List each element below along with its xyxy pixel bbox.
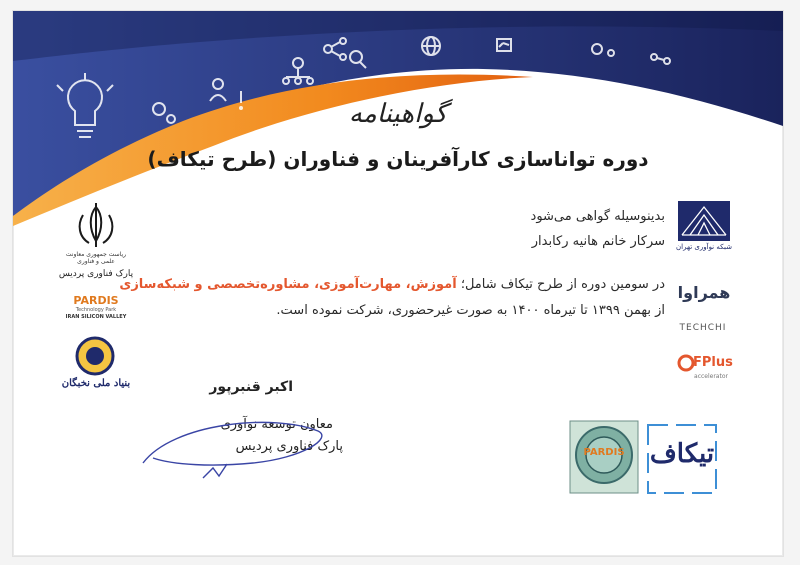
- recipient-name: سرکار خانم هانیه رکابدار: [531, 234, 665, 249]
- date-line: از بهمن ۱۳۹۹ تا تیرماه ۱۴۰۰ به صورت غیرحضوری، شرکت نموده است.: [276, 303, 665, 318]
- course-line: [119, 277, 665, 292]
- pardis-logo-fa: پارک فناوری پردیس: [58, 269, 134, 279]
- signer-role-2: پارک فناوری پردیس: [235, 439, 343, 454]
- techchi-logo: TECHCHI: [679, 323, 727, 333]
- nokhbegan-caption: بنیاد ملی نخبگان: [61, 378, 131, 389]
- pardis-logo-en: PARDIS: [73, 294, 119, 307]
- signer-role-1: معاون توسعه نوآوری: [220, 417, 333, 432]
- hamava-logo: همراوا: [677, 283, 731, 302]
- certificate-main-title: دوره توانا‌سازی کارآفرینان و فناوران (طرح تیکاف): [147, 147, 649, 171]
- certificate: [12, 10, 784, 557]
- course-prefix: در سومین دوره از طرح تیکاف شامل؛: [460, 277, 665, 292]
- fplus-sub: accelerator: [694, 373, 728, 380]
- iran-emblem-icon: [71, 201, 121, 251]
- network-caption: شبکه نوآوری تهران: [676, 243, 732, 251]
- signature: [133, 403, 333, 493]
- certificate-script-title: گواهینامه: [348, 99, 448, 129]
- intro-line: بدینوسیله گواهی می‌شود: [530, 209, 665, 224]
- pardis-logo-sub2: IRAN SILICON VALLEY: [65, 314, 127, 320]
- signer-name: اکبر قنبرپور: [209, 379, 293, 395]
- tikaf-logo-text: تیکاف: [649, 439, 715, 469]
- fplus-logo: FPlus: [693, 355, 733, 370]
- network-logo-icon: [678, 201, 730, 241]
- presidency-caption: ریاست جمهوری معاونت علمی و فناوری: [65, 251, 127, 265]
- nokhbegan-emblem-icon: [75, 336, 115, 376]
- pardis-logo-sub: Technology Park: [75, 307, 117, 313]
- pardis-seal-label: PARDIS: [583, 447, 625, 458]
- course-highlight: آموزش، مهارت‌آموزی، مشاوره‌تخصصی و شبکه‌سازی: [119, 277, 457, 292]
